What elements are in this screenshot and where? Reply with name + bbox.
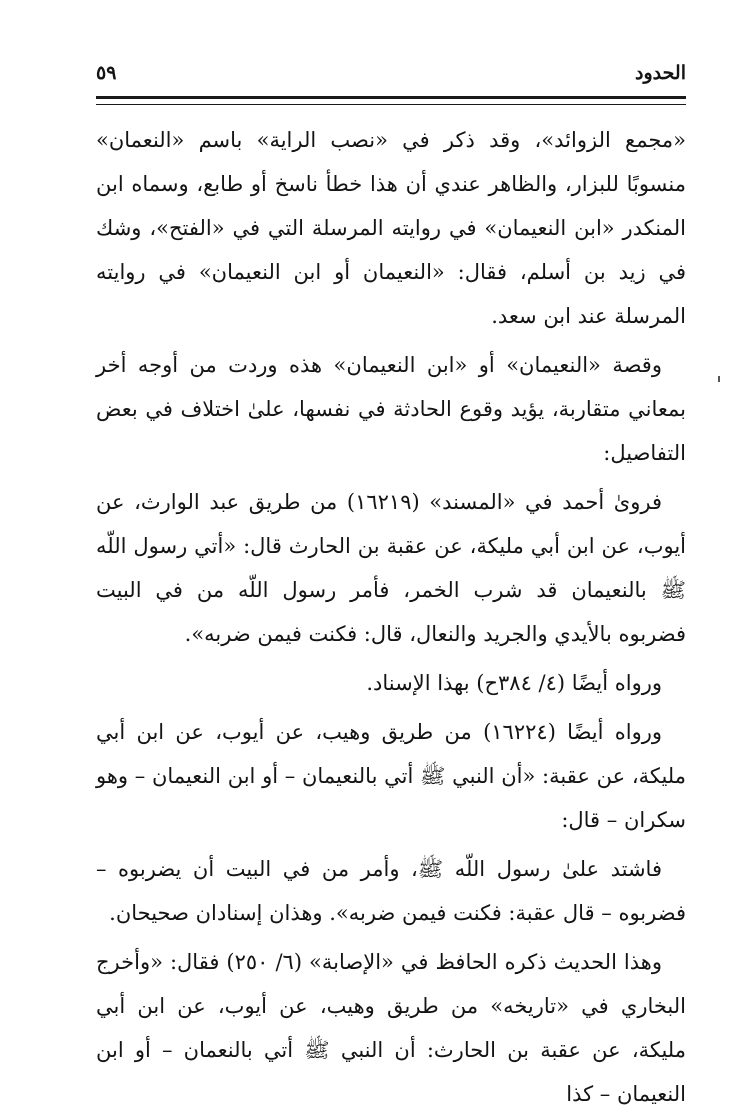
header-rule-thin xyxy=(96,104,686,105)
page-number: ٥٩ xyxy=(96,62,117,84)
paragraph: وهذا الحديث ذكره الحافظ في «الإصابة» (٦/ ٢٥٠) فقال: «وأخرج البخاري في «تاريخه» من طريق وهيب، عن أيوب، عن ابن أبي مليكة، عن عقبة بن الحارث: أن النبي ﷺ أتي بالنعمان – أو ابن النعيمان – كذا xyxy=(96,950,686,1106)
paragraph: ورواه أيضًا (١٦٢٢٤) من طريق وهيب، عن أيوب، عن ابن أبي مليكة، عن عقبة: «أن النبي ﷺ أتي بالنعيمان – أو ابن النعيمان – وهو سكران – قال: xyxy=(96,720,686,832)
scan-speck xyxy=(718,376,720,382)
paragraph: وقصة «النعيمان» أو «ابن النعيمان» هذه وردت من أوجه أخر بمعاني متقاربة، يؤيد وقوع الحادثة في نفسها، علىٰ اختلاف في بعض التفاصيل: xyxy=(96,353,686,465)
header-rule-thick xyxy=(96,96,686,99)
paragraph: ورواه أيضًا (٤/ ٣٨٤ح) بهذا الإسناد. xyxy=(366,671,662,695)
running-head xyxy=(96,56,686,90)
paragraph: «مجمع الزوائد»، وقد ذكر في «نصب الراية» باسم «النعمان» منسوبًا للبزار، والظاهر عندي أن هذا خطأ ناسخ أو طابع، وسماه ابن المنكدر «ابن النعيمان» في روايته المرسلة التي في «الفتح»، وشك في زيد بن أسلم، فقال: «النعيمان أو ابن النعيمان» في روايته المرسلة عند ابن سعد. xyxy=(96,128,686,328)
chapter-title: الحدود xyxy=(635,62,686,84)
body-text xyxy=(96,118,686,1116)
paragraph: فاشتد علىٰ رسول اللّه ﷺ، وأمر من في البيت أن يضربوه – فضربوه – قال عقبة: فكنت فيمن ضربه». وهذان إسنادان صحيحان. xyxy=(96,857,686,925)
paragraph: فروىٰ أحمد في «المسند» (١٦٢١٩) من طريق عبد الوارث، عن أيوب، عن ابن أبي مليكة، عن عقبة بن الحارث قال: «أتي رسول اللّه ﷺ بالنعيمان قد شرب الخمر، فأمر رسول اللّه من في البيت فضربوه بالأيدي والجريد والنعال، قال: فكنت فيمن ضربه». xyxy=(96,490,686,646)
